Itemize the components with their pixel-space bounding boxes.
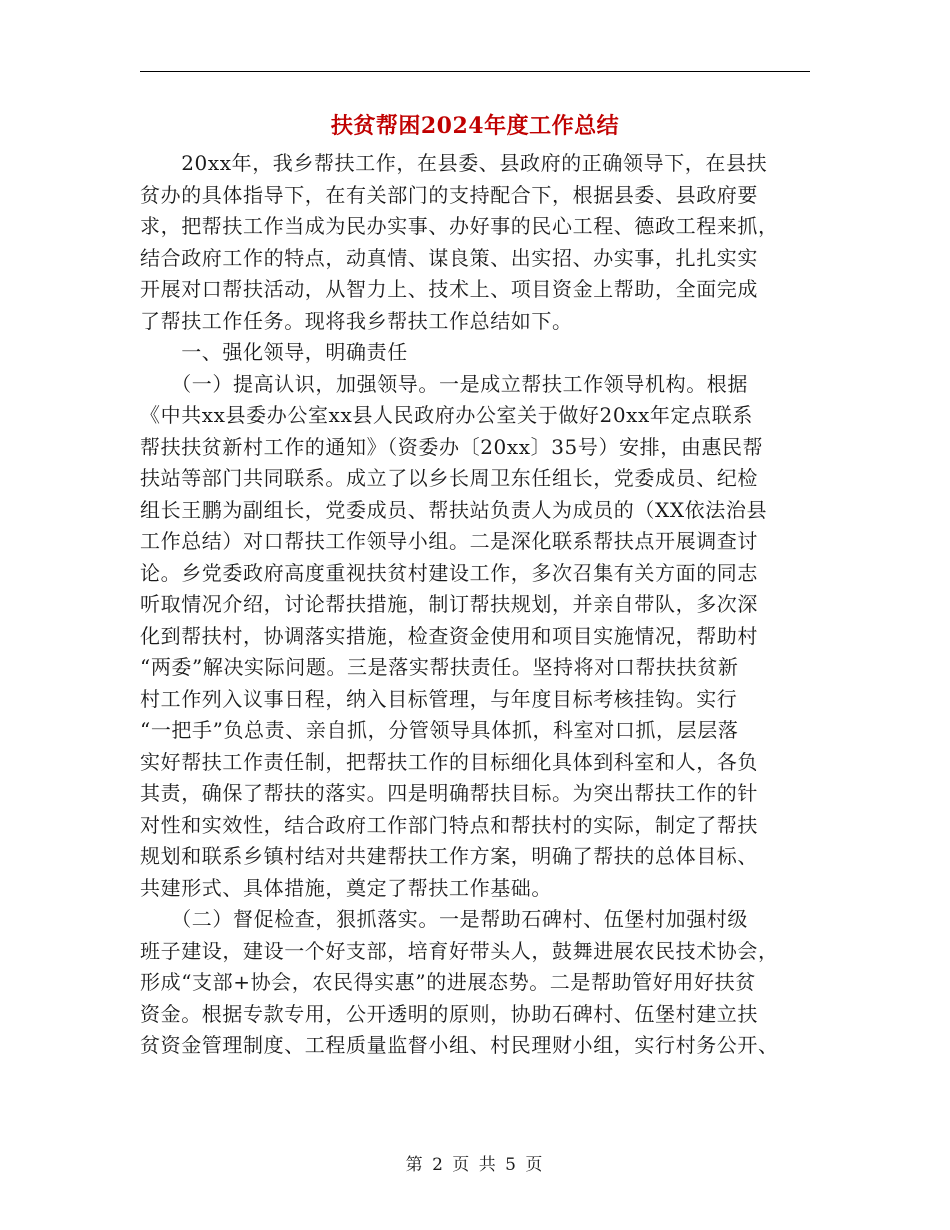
text-line: 资金。根据专款专用，公开透明的原则，协助石碑村、伍堡村建立扶	[140, 1001, 758, 1026]
text-line: 帮扶扶贫新村工作的通知》（资委办〔20xx〕35号）安排，由惠民帮	[140, 434, 764, 459]
header-rule	[140, 71, 810, 72]
text-line: 了帮扶工作任务。现将我乡帮扶工作总结如下。	[140, 308, 573, 333]
text-line: 实好帮扶工作责任制，把帮扶工作的目标细化具体到科室和人，各负	[140, 749, 758, 774]
text-line: 扶站等部门共同联系。成立了以乡长周卫东任组长，党委成员、纪检	[140, 466, 758, 490]
text-line: “一把手”负总责、亲自抓，分管领导具体抓，科室对口抓，层层落	[140, 718, 739, 742]
text-line: 规划和联系乡镇村结对共建帮扶工作方案，明确了帮扶的总体目标、	[140, 844, 758, 868]
text-line: 一、强化领导，明确责任	[140, 340, 408, 364]
text-line: 村工作列入议事日程，纳入目标管理，与年度目标考核挂钩。实行	[140, 686, 738, 711]
text-line: 20xx年，我乡帮扶工作，在县委、县政府的正确领导下，在县扶	[140, 151, 768, 175]
text-line: 形成“支部+协会，农民得实惠”的进展态势。二是帮助管好用好扶贫	[140, 970, 756, 994]
text-line: 化到帮扶村，协调落实措施，检查资金使用和项目实施情况，帮助村	[140, 623, 758, 648]
text-line: 贫办的具体指导下，在有关部门的支持配合下，根据县委、县政府要	[140, 182, 758, 207]
text-line: “两委”解决实际问题。三是落实帮扶责任。坚持将对口帮扶扶贫新	[140, 655, 739, 679]
text-line: 组长王鹏为副组长，党委成员、帮扶站负责人为成员的（XX依法治县	[140, 497, 768, 522]
text-line: （二）督促检查，狠抓落实。一是帮助石碑村、伍堡村加强村级	[140, 907, 748, 931]
text-line: 听取情况介绍，讨论帮扶措施，制订帮扶规划，并亲自带队，多次深	[140, 592, 758, 616]
text-line: （一）提高认识，加强领导。一是成立帮扶工作领导机构。根据	[140, 371, 748, 396]
text-line: 论。乡党委政府高度重视扶贫村建设工作，多次召集有关方面的同志	[140, 560, 758, 585]
text-line: 对性和实效性，结合政府工作部门特点和帮扶村的实际，制定了帮扶	[140, 812, 758, 837]
text-line: 开展对口帮扶活动，从智力上、技术上、项目资金上帮助，全面完成	[140, 277, 758, 301]
page-number-footer: 第 2 页 共 5 页	[405, 1155, 545, 1175]
text-line: 贫资金管理制度、工程质量监督小组、村民理财小组，实行村务公开、	[140, 1033, 779, 1057]
text-line: 结合政府工作的特点，动真情、谋良策、出实招、办实事，扎扎实实	[140, 245, 758, 270]
text-line: 班子建设，建设一个好支部，培育好带头人，鼓舞进展农民技术协会，	[140, 938, 779, 963]
text-line: 其责，确保了帮扶的落实。四是明确帮扶目标。为突出帮扶工作的针	[140, 781, 758, 805]
text-line: 求，把帮扶工作当成为民办实事、办好事的民心工程、德政工程来抓，	[140, 214, 779, 238]
document-title: 扶贫帮困2024年度工作总结	[330, 113, 620, 139]
text-line: 《中共xx县委办公室xx县人民政府办公室关于做好20xx年定点联系	[140, 403, 753, 427]
document-body	[140, 148, 812, 1062]
text-line: 共建形式、具体措施，奠定了帮扶工作基础。	[140, 875, 552, 900]
text-line: 工作总结）对口帮扶工作领导小组。二是深化联系帮扶点开展调查讨	[140, 529, 758, 553]
